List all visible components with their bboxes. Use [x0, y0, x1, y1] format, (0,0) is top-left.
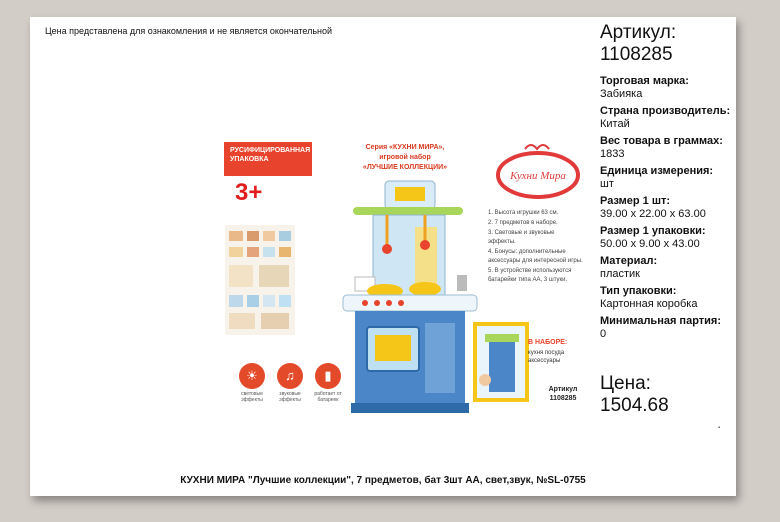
spec-item	[600, 165, 770, 191]
feature-item: 5. В устройстве используются батарейки типа АА, 3 штуки.	[488, 268, 572, 283]
spec-item	[600, 225, 770, 251]
series-title	[335, 143, 475, 173]
spec-label: Материал:	[600, 255, 658, 267]
spec-label: Минимальная партия:	[600, 315, 721, 327]
spec-label: Единица измерения:	[600, 165, 714, 177]
price-label: Цена:	[600, 373, 651, 394]
spec-item	[600, 75, 770, 101]
logo-text: Кухни Мира	[510, 170, 566, 182]
spec-value: 0	[600, 328, 607, 340]
stickers-sheet	[225, 225, 295, 335]
age-label: 3+	[235, 179, 263, 206]
brand-logo	[495, 139, 581, 201]
spec-value: шт	[600, 178, 614, 190]
spec-value: Китай	[600, 118, 630, 130]
box-article-label: Артикул	[548, 386, 578, 393]
product-sheet	[30, 17, 736, 496]
spec-value: 50.00 x 9.00 x 43.00	[600, 238, 700, 250]
box-article	[533, 385, 593, 403]
spec-item	[600, 285, 770, 311]
spec-label: Вес товара в граммах:	[600, 135, 723, 147]
icon-item	[273, 363, 307, 403]
spec-list	[600, 75, 770, 345]
product-image	[205, 127, 585, 417]
battery-icon: ▮	[315, 363, 341, 389]
box-article-value: 1108285	[549, 395, 577, 402]
sound-icon: ♫	[277, 363, 303, 389]
feature-item: 1. Высота игрушки 63 см.	[488, 210, 559, 216]
toy-kitchen	[325, 177, 485, 417]
spec-value: 39.00 x 22.00 x 63.00	[600, 208, 706, 220]
spec-value: Забияка	[600, 88, 643, 100]
series-line: игровой набор	[379, 154, 431, 161]
feature-item: 2. 7 предметов в наборе.	[488, 220, 558, 226]
spec-item	[600, 255, 770, 281]
spec-item	[600, 105, 770, 131]
disclaimer: Цена представлена для ознакомления и не является окончательной	[45, 26, 333, 36]
box-thumbnail	[473, 322, 529, 402]
spec-label: Тип упаковки:	[600, 285, 677, 297]
icon-item	[235, 363, 269, 403]
spec-item	[600, 135, 770, 161]
spec-label: Размер 1 упаковки:	[600, 225, 706, 237]
spec-item	[600, 315, 770, 341]
features-list	[488, 209, 583, 286]
article-label: Артикул:	[600, 22, 677, 43]
price-value: 1504.68	[600, 395, 669, 416]
product-caption: КУХНИ МИРА "Лучшие коллекции", 7 предметов, бат 3шт АА, свет,звук, №SL-0755	[180, 475, 586, 486]
spec-value: 1833	[600, 148, 625, 160]
set-body: кухня посуда аксессуары	[528, 350, 565, 364]
spec-item	[600, 195, 770, 221]
feature-item: 4. Бонусы: дополнительные аксессуары для интересной игры.	[488, 249, 583, 264]
icon-label: световые эффекты	[241, 391, 263, 403]
spec-value: Картонная коробка	[600, 298, 698, 310]
spec-label: Торговая марка:	[600, 75, 689, 87]
spec-label: Страна производитель:	[600, 105, 731, 117]
series-line: Серия «КУХНИ МИРА»,	[365, 144, 445, 151]
article-header	[600, 22, 676, 66]
icon-item	[311, 363, 345, 403]
series-line: «ЛУЧШИЕ КОЛЛЕКЦИИ»	[362, 164, 448, 171]
spec-label: Размер 1 шт:	[600, 195, 671, 207]
light-icon: ☀	[239, 363, 265, 389]
russified-badge: РУСИФИЦИРОВАННАЯ УПАКОВКА	[224, 142, 312, 176]
icon-label: звуковые эффекты	[279, 391, 301, 403]
article-value: 1108285	[600, 44, 673, 65]
spec-value: пластик	[600, 268, 640, 280]
feature-item: 3. Световые и звуковые эффекты.	[488, 230, 555, 245]
dot-mark: ▪	[718, 425, 721, 431]
price-block	[600, 373, 669, 417]
icon-label: работает от батареек	[314, 391, 342, 403]
set-title: В НАБОРЕ:	[528, 339, 568, 346]
